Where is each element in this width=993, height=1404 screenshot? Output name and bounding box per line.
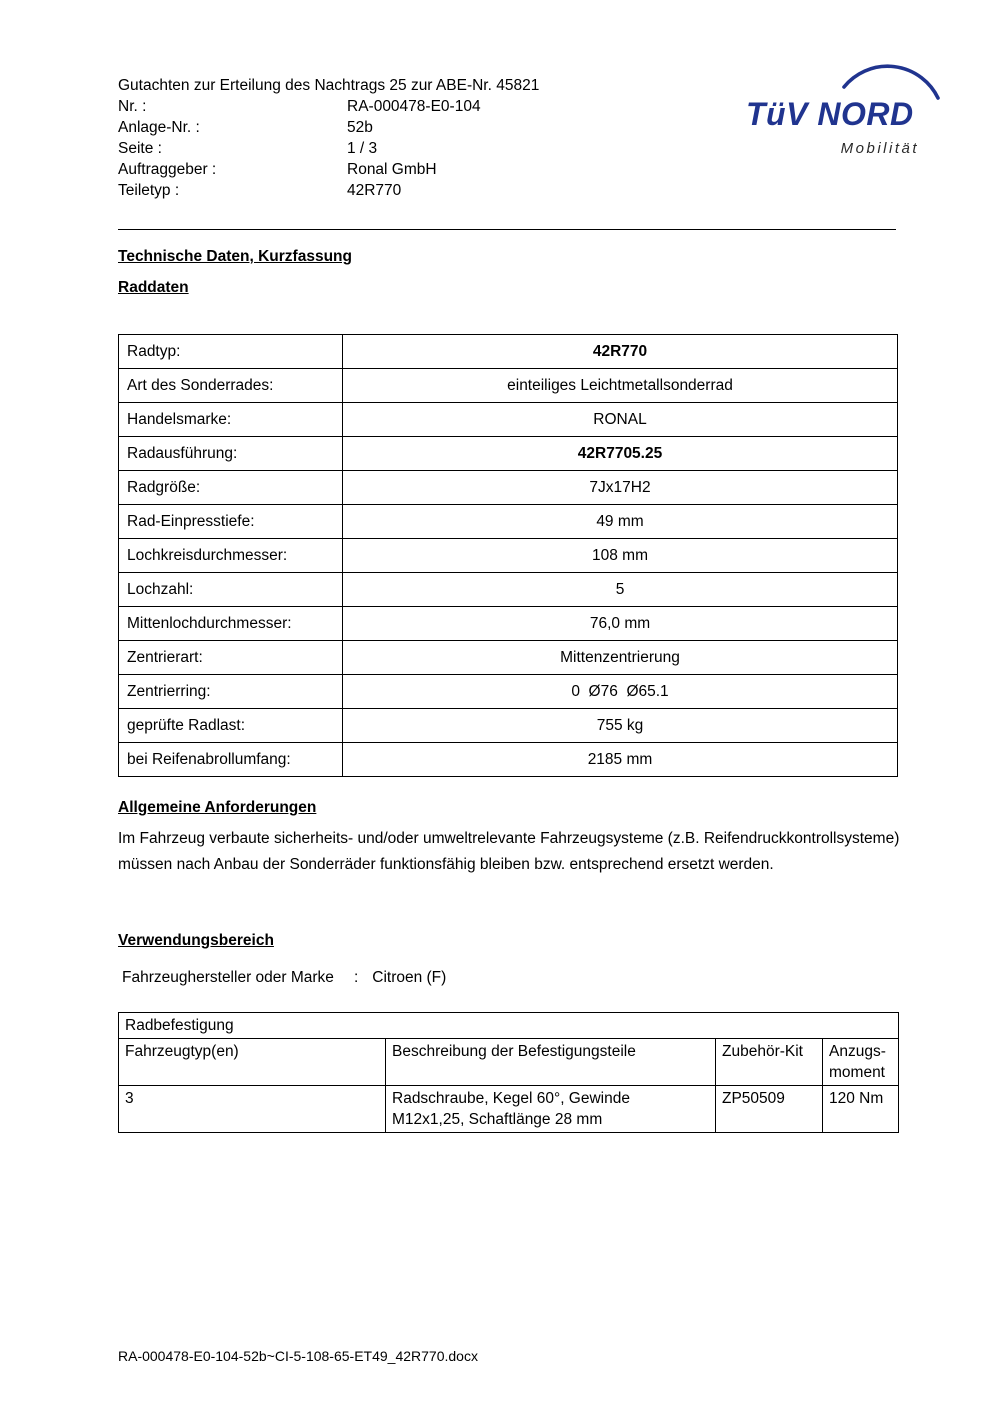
fahrzeughersteller-value: Citroen (F) — [372, 969, 447, 986]
radbefestigung-data-row — [119, 1086, 899, 1133]
raddaten-label: Zentrierart: — [119, 641, 343, 675]
raddaten-value: 755 kg — [343, 709, 898, 743]
bef-header-beschreibung: Beschreibung der Befestigungsteile — [386, 1039, 716, 1086]
raddaten-row-mittenlochdurchmesser — [119, 607, 898, 641]
bef-header-fahrzeugtyp: Fahrzeugtyp(en) — [119, 1039, 386, 1086]
field-label-teiletyp: Teiletyp : — [118, 182, 180, 199]
raddaten-row-radtyp — [119, 335, 898, 369]
raddaten-row-lochkreisdurchmesser — [119, 539, 898, 573]
raddaten-label: Radausführung: — [119, 437, 343, 471]
raddaten-value: 5 — [343, 573, 898, 607]
bef-beschreibung-text: Radschraube, Kegel 60°, Gewinde M12x1,25, Schaftlänge 28 mm — [392, 1090, 630, 1128]
raddaten-label: Zentrierring: — [119, 675, 343, 709]
section-title-verwendungsbereich: Verwendungsbereich — [118, 932, 274, 949]
field-value-nr: RA-000478-E0-104 — [347, 98, 481, 115]
field-label-nr: Nr. : — [118, 98, 147, 115]
raddaten-label: Lochzahl: — [119, 573, 343, 607]
raddaten-value: 42R7705.25 — [343, 437, 898, 471]
bef-anzugsmoment-value: 120 Nm — [823, 1086, 899, 1133]
raddaten-label: Lochkreisdurchmesser: — [119, 539, 343, 573]
raddaten-row-zentrierart — [119, 641, 898, 675]
field-value-auftraggeber: Ronal GmbH — [347, 161, 437, 178]
raddaten-value: 108 mm — [343, 539, 898, 573]
raddaten-value: einteiliges Leichtmetallsonderrad — [343, 369, 898, 403]
logo-subtitle-text: Mobilität — [840, 140, 919, 157]
raddaten-label: bei Reifenabrollumfang: — [119, 743, 343, 777]
field-label-anlage-nr: Anlage-Nr. : — [118, 119, 200, 136]
raddaten-row-radgroesse — [119, 471, 898, 505]
radbefestigung-header-row — [119, 1039, 899, 1086]
field-label-seite: Seite : — [118, 140, 162, 157]
raddaten-label: Mittenlochdurchmesser: — [119, 607, 343, 641]
bef-beschreibung-value — [386, 1086, 716, 1133]
raddaten-value: Mittenzentrierung — [343, 641, 898, 675]
raddaten-row-handelsmarke — [119, 403, 898, 437]
radbefestigung-table — [118, 1012, 899, 1133]
raddaten-row-einpresstiefe — [119, 505, 898, 539]
raddaten-label: Radtyp: — [119, 335, 343, 369]
raddaten-label: geprüfte Radlast: — [119, 709, 343, 743]
tuv-nord-logo — [746, 48, 941, 157]
raddaten-row-lochzahl — [119, 573, 898, 607]
raddaten-label: Handelsmarke: — [119, 403, 343, 437]
radbefestigung-title-row — [119, 1013, 899, 1039]
field-value-teiletyp: 42R770 — [347, 182, 402, 199]
field-label-auftraggeber: Auftraggeber : — [118, 161, 217, 178]
raddaten-table — [118, 334, 898, 777]
footer-filename: RA-000478-E0-104-52b~CI-5-108-65-ET49_42R770.docx — [118, 1348, 478, 1364]
logo-arc-icon — [841, 48, 941, 102]
bef-zubehoer-kit-value: ZP50509 — [716, 1086, 823, 1133]
field-value-seite: 1 / 3 — [347, 140, 378, 157]
header-divider — [118, 229, 896, 230]
section-title-allgemeine-anforderungen: Allgemeine Anforderungen — [118, 799, 317, 816]
document-title: Gutachten zur Erteilung des Nachtrags 25 zur ABE-Nr. 45821 — [118, 77, 540, 94]
section-title-raddaten: Raddaten — [118, 279, 189, 296]
raddaten-row-radausfuehrung — [119, 437, 898, 471]
logo-brand-text: TüV NORD — [746, 96, 914, 132]
raddaten-value: 0 Ø76 Ø65.1 — [343, 675, 898, 709]
raddaten-value: 7Jx17H2 — [343, 471, 898, 505]
allgemeine-anforderungen-text: Im Fahrzeug verbaute sicherheits- und/oder umweltrelevante Fahrzeugsysteme (z.B. Reifendruckkontrollsysteme) müssen nach Anbau der Sonderräder funktionsfähig bleiben bzw. entsprechend ersetzt werden. — [118, 830, 900, 873]
raddaten-label: Radgröße: — [119, 471, 343, 505]
bef-fahrzeugtyp-value: 3 — [119, 1086, 386, 1133]
radbefestigung-title: Radbefestigung — [119, 1013, 899, 1039]
fahrzeughersteller-line — [118, 968, 898, 987]
bef-header-anzugsmoment: Anzugs-moment — [823, 1039, 899, 1086]
field-value-anlage-nr: 52b — [347, 119, 373, 136]
fahrzeughersteller-separator: : — [353, 969, 359, 986]
raddaten-label: Rad-Einpresstiefe: — [119, 505, 343, 539]
raddaten-row-art-des-sonderrades — [119, 369, 898, 403]
raddaten-row-zentrierring — [119, 675, 898, 709]
raddaten-row-reifenabrollumfang — [119, 743, 898, 777]
fahrzeughersteller-label: Fahrzeughersteller oder Marke — [122, 969, 334, 986]
raddaten-value: 76,0 mm — [343, 607, 898, 641]
raddaten-value: 42R770 — [343, 335, 898, 369]
raddaten-value: 2185 mm — [343, 743, 898, 777]
section-title-technische-daten: Technische Daten, Kurzfassung — [118, 248, 352, 265]
raddaten-value: 49 mm — [343, 505, 898, 539]
raddaten-row-radlast — [119, 709, 898, 743]
bef-header-zubehoer-kit: Zubehör-Kit — [716, 1039, 823, 1086]
raddaten-value: RONAL — [343, 403, 898, 437]
raddaten-label: Art des Sonderrades: — [119, 369, 343, 403]
